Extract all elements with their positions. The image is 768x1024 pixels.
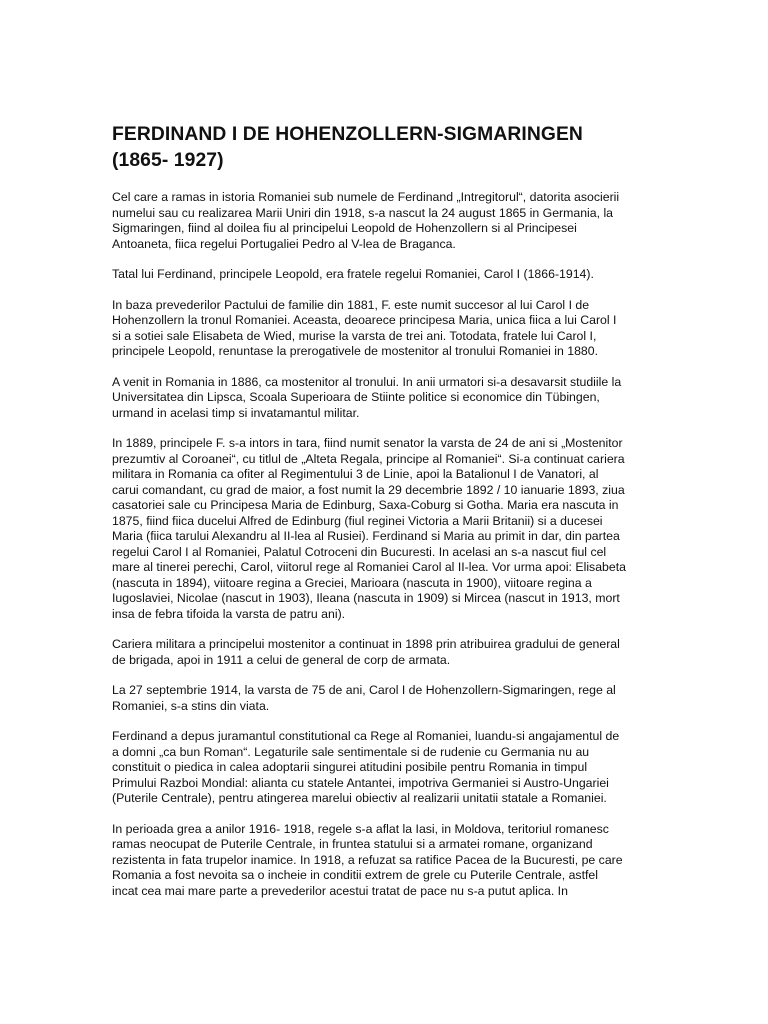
document-page — [112, 122, 627, 914]
title-line-1: FERDINAND I DE HOHENZOLLERN-SIGMARINGEN — [112, 124, 583, 145]
paragraph-studies: A venit in Romania in 1886, ca mostenitor al tronului. In anii urmatori si-a desavarsit studiile la Universitatea din Lipsca, Scoala Superioara de Stiinte politice si economice din Tübingen, urmand in acelasi timp si invatamantul militar. — [112, 374, 622, 420]
paragraph-succession: In baza prevederilor Pactului de familie din 1881, F. este numit succesor al lui Carol I de Hohenzollern la tronul Romaniei. Aceasta, deoarece principesa Maria, unica fiica a lui Carol I si a sotiei sale Elisabeta de Wied, murise la varsta de trei ani. Totodata, fratele lui Carol I, principele Leopold, renuntase la prerogativele de mostenitor al tronului Romaniei in 1880. — [112, 297, 617, 358]
paragraph-birth: Cel care a ramas in istoria Romaniei sub numele de Ferdinand „Intregitorul“, datorita asocierii numelui sau cu realizarea Marii Uniri din 1918, s-a nascut la 24 august 1865 in Germania, la Sigmaringen, fiind al doilea fiu al principelui Leopold de Hohenzollern si al Principesei Antoaneta, fiica regelui Portugaliei Pedro al V-lea de Braganca. — [112, 190, 620, 251]
paragraph-war-years: In perioada grea a anilor 1916- 1918, regele s-a aflat la Iasi, in Moldova, teritoriul romanesc ramas neocupat de Puterile Centrale, in fruntea statului si a armatei romane, organizand rezistenta in fata trupelor inamice. In 1918, a refuzat sa ratifice Pacea de la Bucuresti, pe care Romania a fost nevoita sa o incheie in conditii extrem de grele cu Puterile Centrale, astfel incat cea mai mare parte a prevederilor acestui tratat de pace nu s-a putut aplica. In — [112, 821, 623, 898]
title-line-2: (1865- 1927) — [112, 150, 224, 171]
paragraph-military-career: Cariera militara a principelui mostenitor a continuat in 1898 prin atribuirea gradului de general de brigada, apoi in 1911 a celui de general de corp de armata. — [112, 637, 620, 667]
paragraph-marriage-family: In 1889, principele F. s-a intors in tara, fiind numit senator la varsta de 24 de ani si „Mostenitor prezumtiv al Coroanei“, cu titlul de „Alteta Regala, principe al Romaniei“. Si-a continuat cariera militara in Romania ca ofiter al Regimentului 3 de Linie, apoi la Batalionul I de Vanatori, al carui comandant, cu grad de maior, a fost numit la 29 decembrie 1892 / 10 ianuarie 1893, ziua casatoriei sale cu Principesa Maria de Edinburg, Saxa-Coburg si Gotha. Maria era nascuta in 1875, fiind fiica ducelui Alfred de Edinburg (fiul reginei Victoria a Marii Britanii) si a ducesei Maria (fiica tarului Alexandru al II-lea al Rusiei). Ferdinand si Maria au primit in dar, din partea regelui Carol I al Romaniei, Palatul Cotroceni din Bucuresti. In acelasi an s-a nascut fiul cel mare al tinerei perechi, Carol, viitorul rege al Romaniei Carol al II-lea. Vor urma apoi: Elisabeta (nascuta in 1894), viitoare regina a Greciei, Marioara (nascuta in 1900), viitoare regina a Iugoslaviei, Nicolae (nascut in 1903), Ileana (nascuta in 1909) si Mircea (nascut in 1913, mort insa de febra tifoida la varsta de patru ani). — [112, 436, 626, 621]
paragraph-carol-death: La 27 septembrie 1914, la varsta de 75 de ani, Carol I de Hohenzollern-Sigmaringen, rege al Romaniei, s-a stins din viata. — [112, 683, 616, 713]
paragraph-father: Tatal lui Ferdinand, principele Leopold, era fratele regelui Romaniei, Carol I (1866-1914). — [112, 267, 594, 281]
paragraph-oath: Ferdinand a depus juramantul constitutional ca Rege al Romaniei, luandu-si angajamentul de a domni „ca bun Roman“. Legaturile sale sentimentale si de rudenie cu Germania nu au constituit o piedica in calea adoptarii singurei atitudini posibile pentru Romania in timpul Primului Razboi Mondial: alianta cu statele Antantei, impotriva Germaniei si Austro-Ungariei (Puterile Centrale), pentru atingerea marelui obiectiv al realizarii unitatii statale a Romaniei. — [112, 729, 620, 805]
document-title — [112, 122, 627, 174]
